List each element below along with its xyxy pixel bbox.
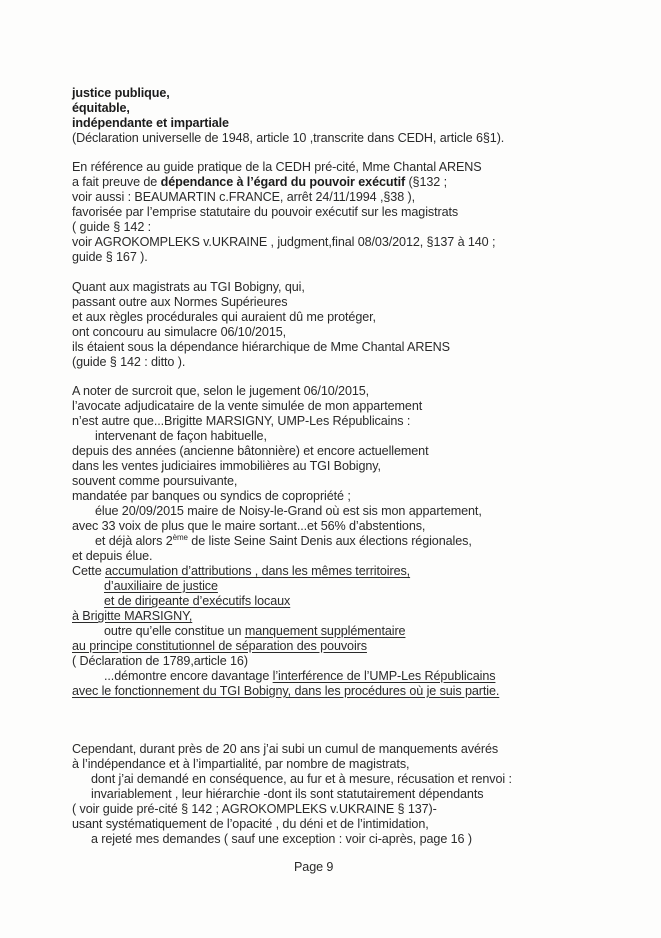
- p4-line-3: dont j’ai demandé en conséquence, au fur et à mesure, récusation et renvoi :: [91, 772, 512, 786]
- p3-line-18: au principe constitutionnel de séparation des pouvoirs: [72, 639, 367, 653]
- p3-line-9: élue 20/09/2015 maire de Noisy-le-Grand où est sis mon appartement,: [95, 504, 482, 518]
- p3-line-6: dans les ventes judiciaires immobilières au TGI Bobigny,: [72, 459, 381, 473]
- title-line-3: indépendante et impartiale: [72, 116, 229, 130]
- p3-line-11-post: de liste Seine Saint Denis aux élections régionales,: [187, 534, 472, 548]
- p3-underlined-accumulation: accumulation d’attributions , dans les mêmes territoires,: [105, 564, 411, 578]
- p3-line-3: n’est autre que...Brigitte MARSIGNY, UMP-Les Républicains :: [72, 414, 411, 428]
- p3-line-14: d’auxiliaire de justice: [104, 579, 218, 593]
- p3-line-17: [104, 624, 405, 639]
- p2-line-4: ont concouru au simulacre 06/10/2015,: [72, 325, 287, 339]
- p1-line-1: En référence au guide pratique de la CEDH pré-cité, Mme Chantal ARENS: [72, 160, 482, 174]
- p3-line-11: [95, 534, 472, 549]
- title-line-2: équitable,: [72, 101, 130, 115]
- p3-line-19: ( Déclaration de 1789,article 16): [72, 654, 248, 668]
- p3-line-21: avec le fonctionnement du TGI Bobigny, dans les procédures où je suis partie.: [72, 684, 500, 698]
- p4-line-2: à l’indépendance et à l’impartialité, par nombre de magistrats,: [72, 757, 410, 771]
- p4-line-5: ( voir guide pré-cité § 142 ; AGROKOMPLEKS v.UKRAINE § 137)-: [72, 802, 437, 816]
- p3-line-15: et de dirigeante d’exécutifs locaux: [104, 594, 291, 608]
- p3-line-13: [72, 564, 410, 579]
- p1-bold-phrase: dépendance à l’égard du pouvoir exécutif: [160, 175, 406, 189]
- title-line-1: justice publique,: [72, 86, 170, 100]
- p3-underlined-interference: l’interférence de l’UMP-Les Républicains: [272, 669, 496, 683]
- p1-line-7: guide § 167 ).: [72, 250, 148, 264]
- p3-line-16: à Brigitte MARSIGNY,: [72, 609, 193, 623]
- p3-line-2: l’avocate adjudicataire de la vente simulée de mon appartement: [72, 399, 423, 413]
- p2-line-3: et aux règles procédurales qui auraient dû me protéger,: [72, 310, 376, 324]
- p1-line-5: ( guide § 142 :: [72, 220, 152, 234]
- p3-line-5: depuis des années (ancienne bâtonnière) et encore actuellement: [72, 444, 429, 458]
- p3-line-11-pre: et déjà alors 2: [95, 534, 173, 548]
- p3-line-11-sup: ème: [172, 532, 188, 542]
- p1-line-2-post: (§132 ;: [405, 175, 447, 189]
- p3-line-10: avec 33 voix de plus que le maire sortant...et 56% d’abstentions,: [72, 519, 426, 533]
- p1-line-3: voir aussi : BEAUMARTIN c.FRANCE, arrêt 24/11/1994 ,§38 ),: [72, 190, 415, 204]
- p4-line-4: invariablement , leur hiérarchie -dont ils sont statutairement dépendants: [91, 787, 484, 801]
- declaration-reference: (Déclaration universelle de 1948, article 10 ,transcrite dans CEDH, article 6§1).: [72, 131, 505, 145]
- p3-line-17-pre: outre qu’elle constitue un: [104, 624, 245, 638]
- p3-line-4: intervenant de façon habituelle,: [95, 429, 267, 443]
- p3-line-8: mandatée par banques ou syndics de copropriété ;: [72, 489, 351, 503]
- p3-line-7: souvent comme poursuivante,: [72, 474, 238, 488]
- p3-line-12: et depuis élue.: [72, 549, 153, 563]
- p3-line-13-pre: Cette: [72, 564, 105, 578]
- p2-line-1: Quant aux magistrats au TGI Bobigny, qui,: [72, 280, 305, 294]
- p2-line-5: ils étaient sous la dépendance hiérarchique de Mme Chantal ARENS: [72, 340, 450, 354]
- p2-line-6: (guide § 142 : ditto ).: [72, 355, 186, 369]
- p1-line-2: [72, 175, 447, 190]
- p1-line-4: favorisée par l’emprise statutaire du pouvoir exécutif sur les magistrats: [72, 205, 459, 219]
- p4-line-7: a rejeté mes demandes ( sauf une exception : voir ci-après, page 16 ): [91, 832, 472, 846]
- p3-line-20: [104, 669, 495, 684]
- p1-line-6: voir AGROKOMPLEKS v.UKRAINE , judgment,final 08/03/2012, §137 à 140 ;: [72, 235, 496, 249]
- p1-line-2-pre: a fait preuve de: [72, 175, 161, 189]
- p3-line-1: A noter de surcroit que, selon le jugement 06/10/2015,: [72, 384, 370, 398]
- p2-line-2: passant outre aux Normes Supérieures: [72, 295, 288, 309]
- p4-line-1: Cependant, durant près de 20 ans j’ai subi un cumul de manquements avérés: [72, 742, 499, 756]
- page-number: Page 9: [294, 860, 334, 874]
- p3-underlined-manquement: manquement supplémentaire: [244, 624, 406, 638]
- p3-line-20-pre: ...démontre encore davantage: [104, 669, 273, 683]
- p4-line-6: usant systématiquement de l’opacité , du déni et de l’intimidation,: [72, 817, 429, 831]
